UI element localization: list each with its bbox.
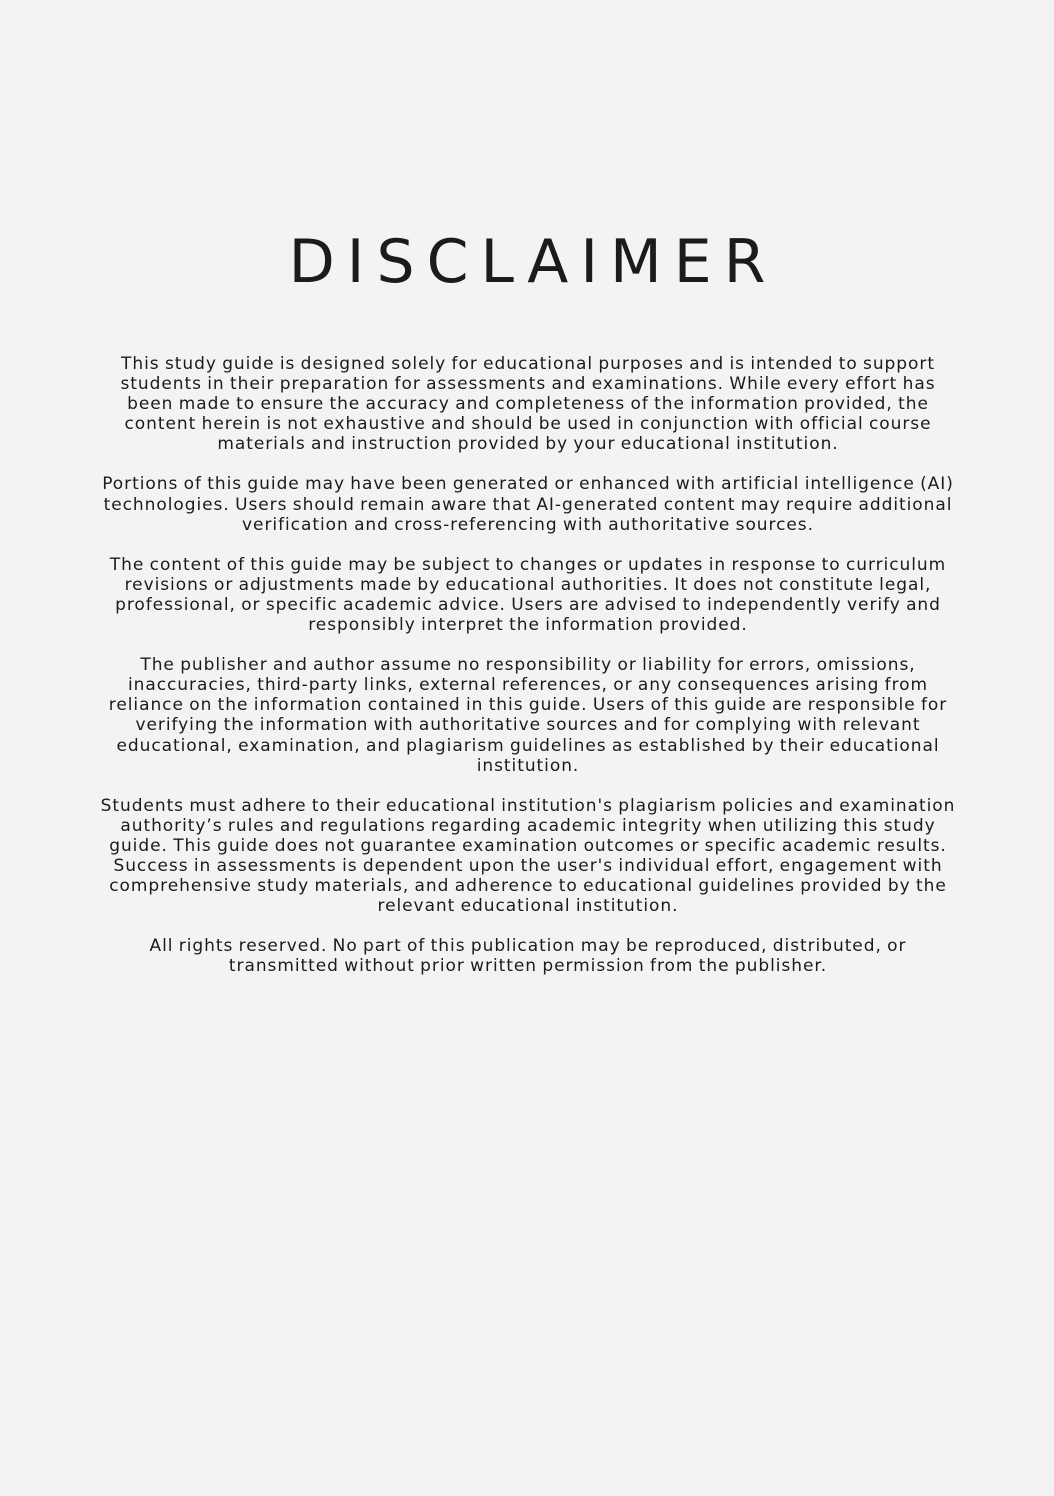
- paragraph-content-changes: The content of this guide may be subject to changes or updates in response to curriculum revisions or adjustments made by educational authorities. It does not constitute legal, professional, or specific academic advice. Users are advised to independently verify and responsibly interpret the information provided.: [109, 554, 947, 636]
- paragraph-liability: The publisher and author assume no responsibility or liability for errors, omissions, inaccuracies, third-party links, external references, or any consequences arising from reliance on the information contained in this guide. Users of this guide are responsible for verifying the information with authoritative sources and for complying with relevant educational, examination, and plagiarism guidelines as established by their educational institution.: [108, 655, 948, 776]
- disclaimer-body: [100, 354, 956, 996]
- paragraph-academic-integrity: Students must adhere to their educational institution's plagiarism policies and examination authority’s rules and regulations regarding academic integrity when utilizing this study guide. This guide does not guarantee examination outcomes or specific academic results. Success in assessments is dependent upon the user's individual effort, engagement with comprehensive study materials, and adherence to educational guidelines provided by the relevant educational institution.: [100, 795, 956, 917]
- paragraph-rights-reserved: All rights reserved. No part of this publication may be reproduced, distributed, or transmitted without prior written permission from the publisher.: [149, 936, 907, 977]
- page-title: DISCLAIMER: [288, 227, 778, 297]
- paragraph-educational-purpose: This study guide is designed solely for educational purposes and is intended to support students in their preparation for assessments and examinations. While every effort has been made to ensure the accuracy and completeness of the information provided, the content herein is not exhaustive and should be used in conjunction with official course materials and instruction provided by your educational institution.: [120, 354, 936, 455]
- paragraph-ai-content: Portions of this guide may have been generated or enhanced with artificial intelligence (AI) technologies. Users should remain aware that AI-generated content may require additional verification and cross-referencing with authoritative sources.: [102, 474, 954, 535]
